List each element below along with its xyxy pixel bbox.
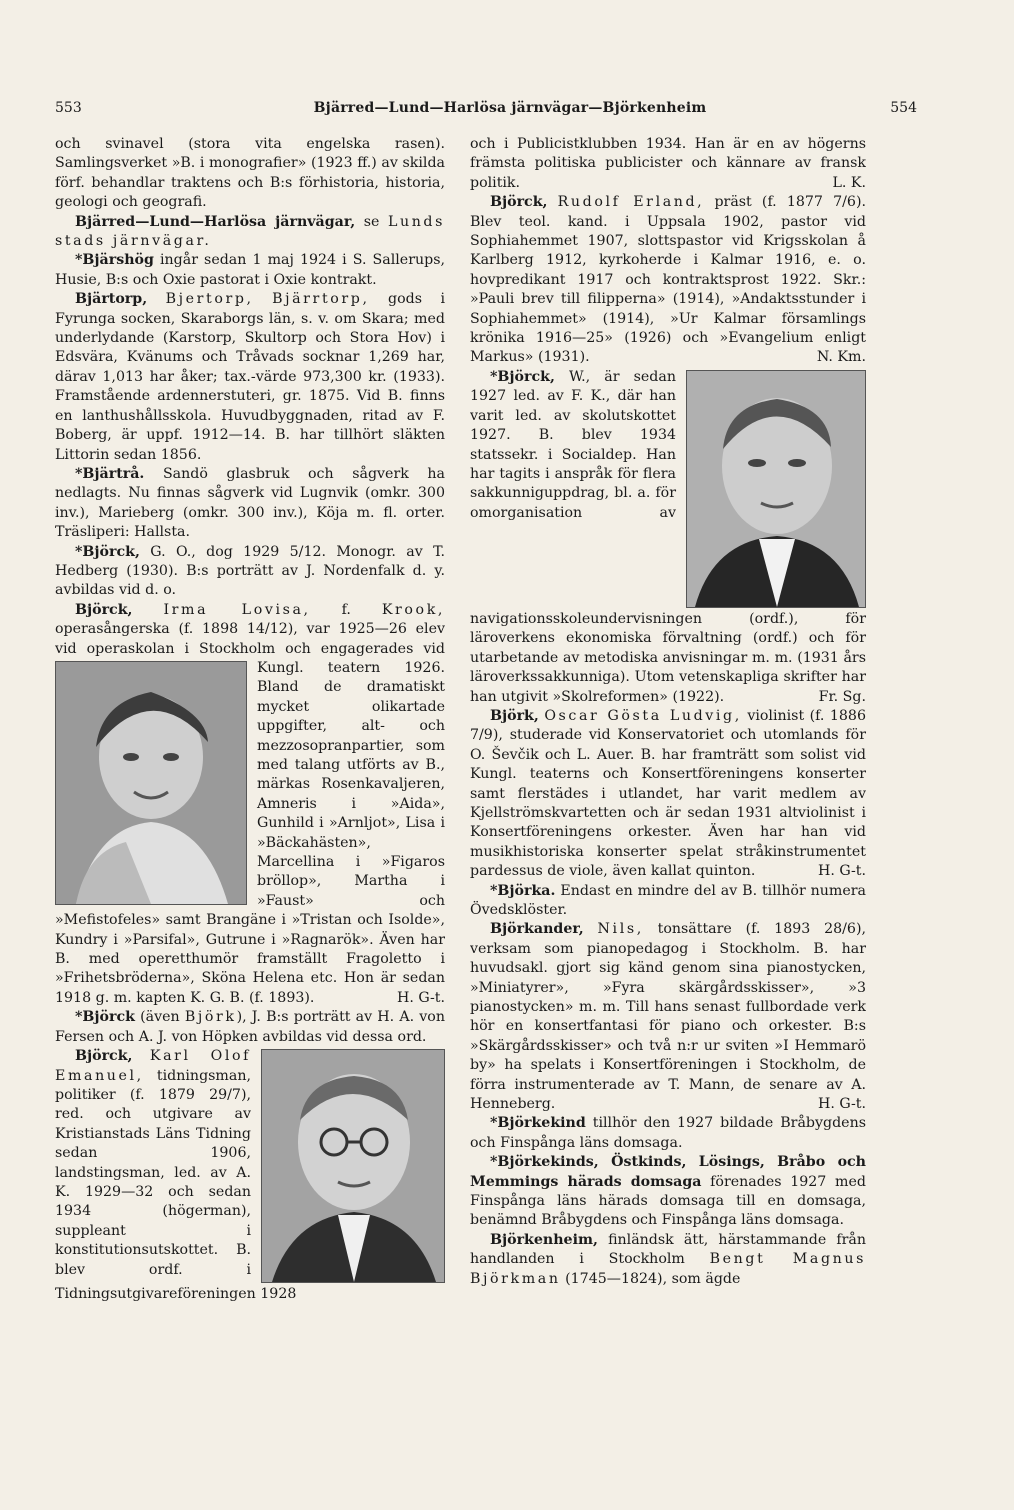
entry-bjorck-go: *Björck, G. O., dog 1929 5/12. Monogr. av T. Hedberg (1930). B:s porträtt av J. Nordenfalk d. y. avbildas vid d. o. xyxy=(55,543,445,599)
signature: Fr. Sg. xyxy=(818,688,866,705)
signature: H. G-t. xyxy=(818,1096,866,1113)
page-header xyxy=(55,100,965,124)
entry-lemma: Björk, xyxy=(490,707,539,724)
entry-lemma: Bjärred—Lund—Harlösa järnvägar, xyxy=(75,213,356,230)
entry-bjorkekind: *Björkekind tillhör den 1927 bildade Bråbygdens och Finspånga läns domsaga. xyxy=(470,1115,866,1151)
left-column xyxy=(55,135,445,1370)
portrait-woman-icon xyxy=(56,662,246,904)
entry-bjarshog: *Bjärshög ingår sedan 1 maj 1924 i S. Sallerups, Husie, B:s och Oxie pastorat i Oxie kontrakt. xyxy=(55,252,445,288)
portrait-man-icon xyxy=(687,371,865,607)
page-number-right: 554 xyxy=(890,100,917,116)
entry-lemma: Björkenheim, xyxy=(490,1231,598,1248)
entry-lemma: Björkander, xyxy=(490,921,584,938)
entry-lemma: *Björck, xyxy=(490,368,555,385)
entry-lemma: Bjärtorp, xyxy=(75,291,148,308)
entry-bjork-oscar: Björk, Oscar Gösta Ludvig, violinist (f. 1886 7/9), studerade vid Konservatoriet och utomlands för O. Ševčik och L. Auer. B. har framträtt som solist vid Kungl. teaterns och Konsertföreningens konserter samt flerstädes i utlandet, har varit medlem av Kjellströmskvartetten och är sedan 1931 altviolinist i Konsertföreningens orkester. Även har han vid musikhistoriska konserter spelat stråkinstrumentet pardessus de viole, även kallat quinton. H. G-t. xyxy=(470,707,866,882)
signature: L. K. xyxy=(832,174,866,191)
running-head: Bjärred—Lund—Harlösa järnvägar—Björkenheim xyxy=(313,100,707,116)
entry-text: och svinavel (stora vita engelska rasen). Samlingsverket »B. i monografier» (1923 ff.) av skilda förf. behandlar traktens och B:s förhistoria, historia, geologi och geografi. xyxy=(55,136,445,211)
signature: H. G-t. xyxy=(818,863,866,880)
entry-bjarred: Bjärred—Lund—Harlösa järnvägar, se Lunds stads järnvägar. xyxy=(55,213,445,250)
entry-bjorck-j: *Björck (även Björk), J. B:s porträtt av H. A. von Fersen och A. J. von Höpken avbildas vid dessa ord. xyxy=(55,1009,445,1045)
entry-bjorck-rudolf: Björck, Rudolf Erland, präst (f. 1877 7/6). Blev teol. kand. i Uppsala 1902, pastor vid Sophiahemmet 1907, slottspastor vid Krigsskolan å Karlberg 1912, kyrkoherde i Kalmar 1916, e. o. hovpredikant 1917 och kontraktsprost 1922. Skr.: »Pauli brev till filipperna» (1914), »Andaktsstunder i Sophiahemmet» (1914), »Ur Kalmar församlings krönika 1916—25» (1926) och »Evangelium enligt Markus» (1931). N. Km. xyxy=(470,193,866,368)
portrait-irma-bjorck xyxy=(55,661,247,905)
entry-text: och i Publicistklubben 1934. Han är en av högerns främsta politiska publicister och kännare av fransk politik. L. K. xyxy=(470,135,866,193)
entry-lemma: Björck, xyxy=(75,1048,133,1065)
entry-bjorkander: Björkander, Nils, tonsättare (f. 1893 28/6), verksam som pianopedagog i Stockholm. B. har huvudsakl. gjort sig känd genom sina pianostycken, »Miniatyrer», »Fyra skärgårdsskisser», »3 pianostycken» m. m. Till hans senast fullbordade verk hör en konsertfantasi för piano och orkester. B:s »Skärgårdsskisser» och två n:r ur sviten »I Hemmarö by» ha spelats i Konsertföreningen i Stockholm, de förra instrumenterade av T. Mann, de senare av A. Henneberg. H. G-t. xyxy=(470,920,866,1114)
entry-bjartra: *Bjärtrå. Sandö glasbruk och sågverk ha nedlagts. Nu finnas sågverk vid Lugnvik (omkr. 300 inv.), Marieberg (omkr. 300 inv.), Köja m. fl. orter. Träsliperi: Hallsta. xyxy=(55,465,445,541)
portrait-karl-bjorck xyxy=(261,1049,445,1283)
entry-bjorkenheim: Björkenheim, finländsk ätt, härstammande från handlanden i Stockholm Bengt Magnus Björkman (1745—1824), som ägde xyxy=(470,1231,866,1287)
entry-bjorck-w: *Björck, W., är sedan 1927 led. av F. K., där han varit led. av skolutskottet 1927. B. blev 1934 statssekr. i Socialdep. Han har tagits i anspråk för flera sakkunniguppdrag, bl. a. för omorganisation av navigationsskoleundervisningen (ordf.), för läroverkens ekonomiska förvaltning (ordf.) och för utarbetande av metodiska anvisningar m. m. (1931 års läroverkssakkunniga). Utom vetenskapliga skrifter har han utgivit »Skolreformen» (1922). Fr. Sg. xyxy=(470,368,866,707)
signature: H. G-t. xyxy=(397,989,445,1006)
entry-bjorka: *Björka. Endast en mindre del av B. tillhör numera Övedsklöster. xyxy=(470,882,866,918)
entry-bjorck-karl: Björck, Karl Olof Emanuel, tidningsman, politiker (f. 1879 29/7), red. och utgivare av Kristianstads Läns Tidning sedan 1906, landstingsman, led. av A. K. 1929—32 och sedan 1934 (högerman), suppleant i konstitutionsutskottet. B. blev ordf. i Tidningsutgivareföreningen 1928 xyxy=(55,1047,445,1304)
entry-lemma: *Björkekind xyxy=(490,1115,586,1132)
right-column xyxy=(470,135,866,1370)
portrait-man-glasses-icon xyxy=(262,1050,444,1282)
entry-lemma: *Bjärtrå. xyxy=(75,465,145,482)
entry-lemma: *Björck xyxy=(75,1009,135,1026)
entry-lemma: Björck, xyxy=(75,601,133,618)
entry-lemma: *Björck, xyxy=(75,543,140,560)
entry-lemma: *Björkekinds, Östkinds, Lösings, Bråbo och Memmings härads domsaga xyxy=(470,1154,866,1190)
signature: N. Km. xyxy=(816,349,866,366)
entry-bjartorp: Bjärtorp, Bjertorp, Bjärrtorp, gods i Fyrunga socken, Skaraborgs län, s. v. om Skara; med underlydande (Karstorp, Skultorp och Stora Hov) i Edsvära, Kvänums och Tråvads socknar 1,269 har, därav 1,013 har åker; tax.-värde 973,300 kr. (1933). Framstående ardennerstuteri, gr. 1875. Vid B. finns en lanthushållsskola. Huvudbyggnaden, ritad av F. Boberg, är uppf. 1912—14. B. har tillhört släkten Littorin sedan 1856. xyxy=(55,291,445,463)
entry-bjorck-irma: Björck, Irma Lovisa, f. Krook, operasångerska (f. 1898 14/12), var 1925—26 elev vid operaskolan i Stockholm och engagerades vid Kungl. teatern 1926. Bland de dramatiskt mycket olikartade uppgifter, alt- och mezzosopranpartier, som med talang utförts av B., märkas Rosenkavaljeren, Amneris i »Aida», Gunhild i »Arnljot», Lisa i »Bäckahästen», Marcellina i »Figaros bröllop», Martha i »Faust» och »Mefistofeles» samt Brangäne i »Tristan och Isolde», Kundry i »Parsifal», Gutrune i »Ragnarök». Även har B. med operetthumör framställt Fragoletto i »Frihetsbröderna», Sköna Helena etc. Hon är sedan 1918 g. m. kapten K. G. B. (f. 1893). H. G-t. xyxy=(55,601,445,1009)
portrait-w-bjorck xyxy=(686,370,866,608)
entry-lemma: *Björka. xyxy=(490,882,556,899)
entry-lemma: *Bjärshög xyxy=(75,252,154,269)
entry-bjorkekinds-domsaga: *Björkekinds, Östkinds, Lösings, Bråbo och Memmings härads domsaga förenades 1927 med Finspånga läns härads domsaga till en domsaga, benämnd Bråbygdens och Finspånga läns domsaga. xyxy=(470,1154,866,1229)
entry-lemma: Björck, xyxy=(490,194,548,211)
page-number-left: 553 xyxy=(55,100,82,116)
